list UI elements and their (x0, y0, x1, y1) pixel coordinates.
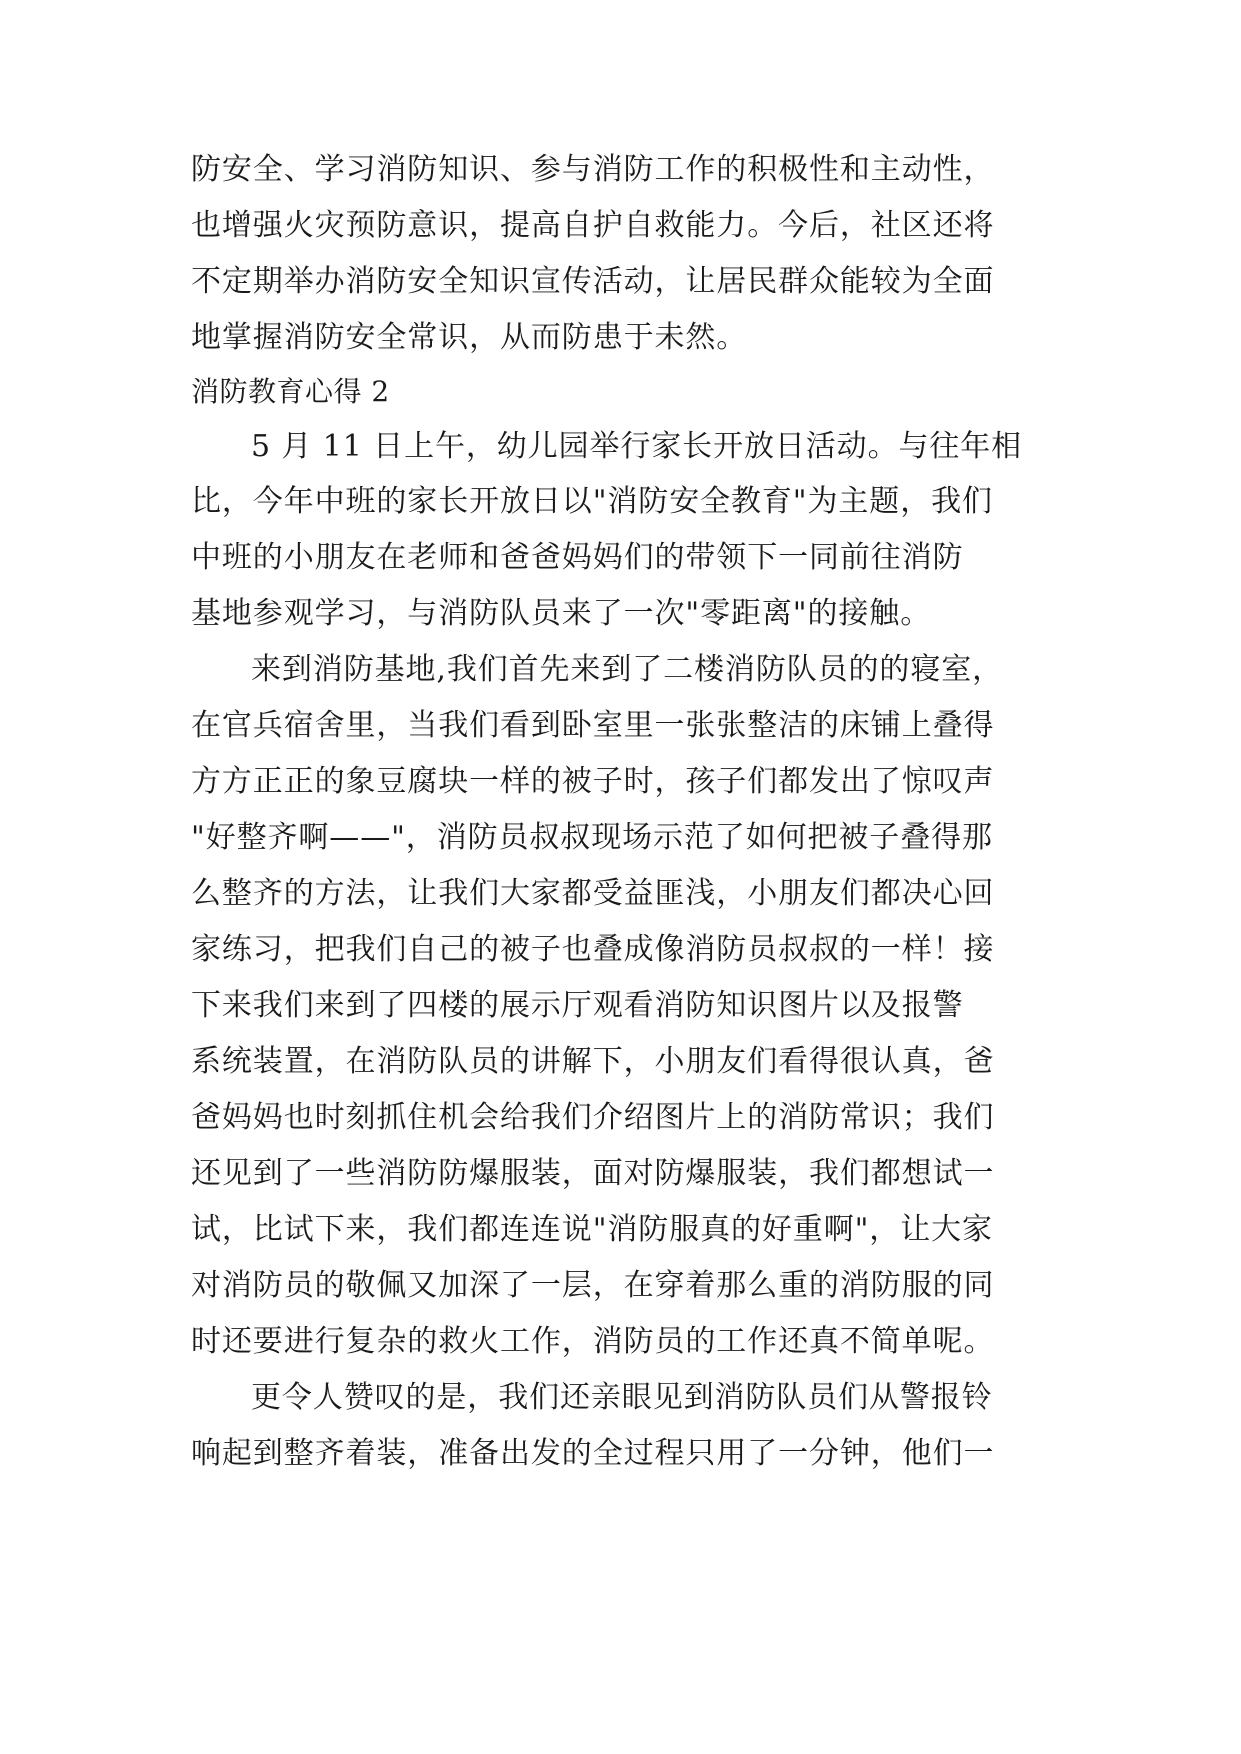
text-line: 方方正正的象豆腐块一样的被子时，孩子们都发出了惊叹声 (191, 764, 995, 799)
text-line: 防安全、学习消防知识、参与消防工作的积极性和主动性， (191, 152, 995, 187)
text-line: 对消防员的敬佩又加深了一层，在穿着那么重的消防服的同 (191, 1268, 995, 1303)
text-line: 下来我们来到了四楼的展示厅观看消防知识图片以及报警 (191, 988, 964, 1023)
text-line: 还见到了一些消防防爆服装，面对防爆服装，我们都想试一 (191, 1156, 995, 1191)
text-line: 家练习，把我们自己的被子也叠成像消防员叔叔的一样！接 (191, 932, 995, 967)
text-line: 也增强火灾预防意识，提高自护自救能力。今后，社区还将 (191, 208, 995, 243)
text-line: 不定期举办消防安全知识宣传活动，让居民群众能较为全面 (191, 264, 995, 299)
text-line: 更令人赞叹的是，我们还亲眼见到消防队员们从警报铃 (251, 1380, 993, 1415)
section-heading: 消防教育心得 2 (191, 375, 390, 408)
text-line: 5 月 11 日上午，幼儿园举行家长开放日活动。与往年相 (251, 429, 1023, 464)
text-line: 比，今年中班的家长开放日以"消防安全教育"为主题，我们 (191, 484, 993, 519)
text-line: 在官兵宿舍里，当我们看到卧室里一张张整洁的床铺上叠得 (191, 708, 995, 743)
text-line: 响起到整齐着装，准备出发的全过程只用了一分钟，他们一 (191, 1436, 995, 1471)
text-line: "好整齐啊——"，消防员叔叔现场示范了如何把被子叠得那 (191, 820, 993, 855)
text-line: 时还要进行复杂的救火工作，消防员的工作还真不简单呢。 (191, 1324, 995, 1359)
text-line: 基地参观学习，与消防队员来了一次"零距离"的接触。 (191, 596, 932, 631)
text-line: 地掌握消防安全常识，从而防患于未然。 (191, 320, 748, 355)
text-line: 系统装置，在消防队员的讲解下，小朋友们看得很认真，爸 (191, 1044, 995, 1079)
text-line: 试，比试下来，我们都连连说"消防服真的好重啊"，让大家 (191, 1212, 993, 1247)
text-line: 中班的小朋友在老师和爸爸妈妈们的带领下一同前往消防 (191, 540, 964, 575)
text-line: 来到消防基地,我们首先来到了二楼消防队员的的寝室， (251, 652, 1004, 687)
text-line: 爸妈妈也时刻抓住机会给我们介绍图片上的消防常识；我们 (191, 1100, 995, 1135)
text-line: 么整齐的方法，让我们大家都受益匪浅，小朋友们都决心回 (191, 876, 995, 911)
